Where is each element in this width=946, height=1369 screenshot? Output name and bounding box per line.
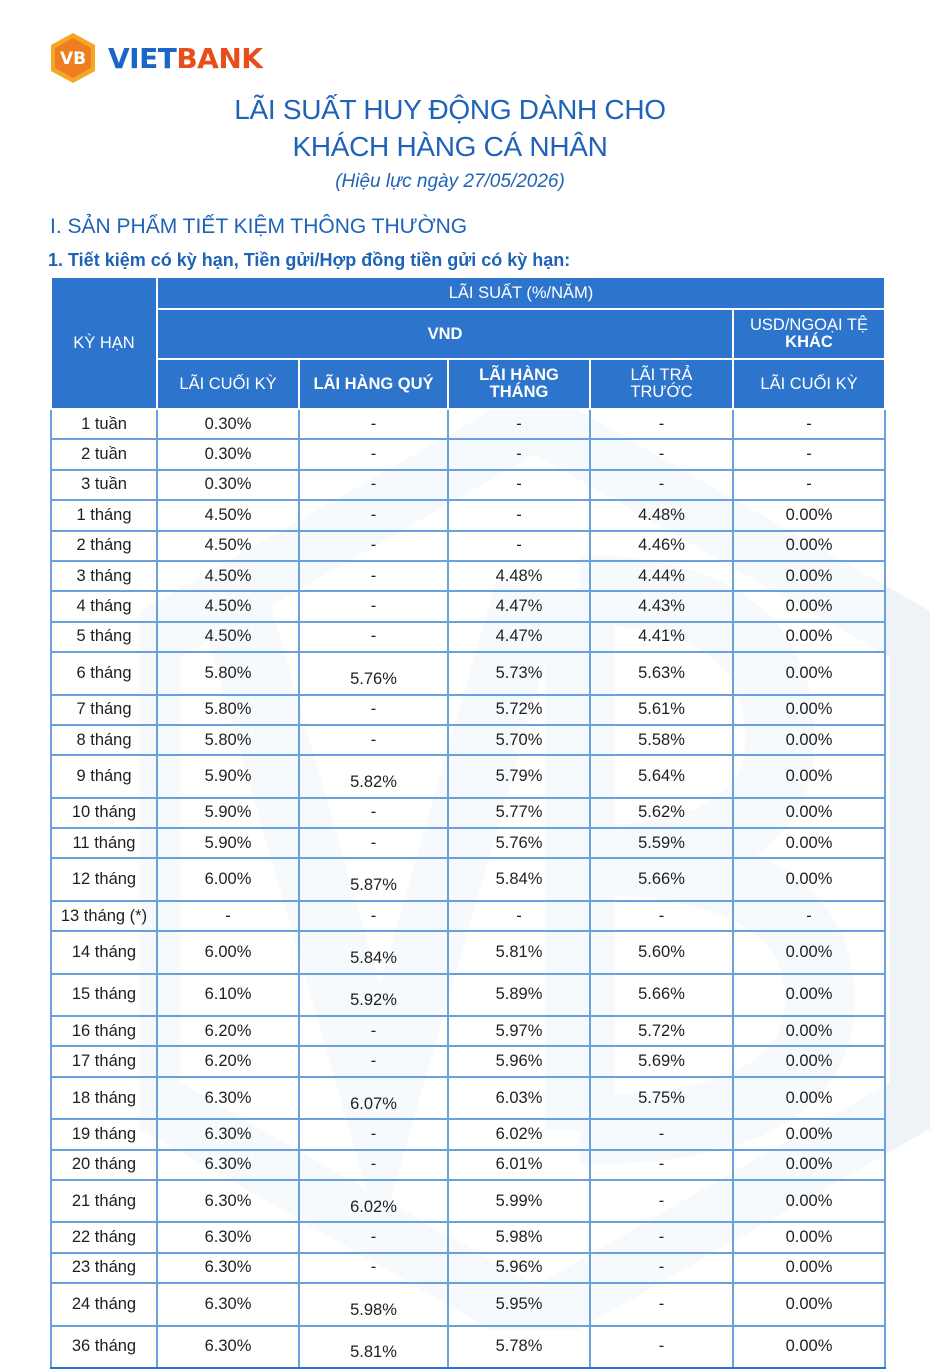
monthly-cell: 5.97% xyxy=(448,1016,590,1046)
quarterly-cell: - xyxy=(299,561,448,591)
term-cell: 17 tháng xyxy=(51,1046,157,1076)
end-of-term-cell: 6.00% xyxy=(157,858,299,900)
term-cell: 19 tháng xyxy=(51,1119,157,1149)
table-row xyxy=(51,798,885,828)
term-cell: 9 tháng xyxy=(51,755,157,797)
monthly-cell: 5.95% xyxy=(448,1283,590,1325)
interest-rate-table xyxy=(50,276,886,1369)
end-of-term-cell: 5.80% xyxy=(157,652,299,694)
term-cell: 22 tháng xyxy=(51,1222,157,1252)
usd-cell: 0.00% xyxy=(733,1077,885,1119)
table-row xyxy=(51,652,885,694)
quarterly-cell: - xyxy=(299,622,448,652)
end-of-term-header: LÃI CUỐI KỲ xyxy=(157,359,299,409)
usd-header xyxy=(733,309,885,359)
end-of-term-cell: 6.30% xyxy=(157,1150,299,1180)
end-of-term-cell: 0.30% xyxy=(157,470,299,500)
term-cell: 23 tháng xyxy=(51,1253,157,1283)
monthly-cell: 5.70% xyxy=(448,725,590,755)
monthly-cell: 5.79% xyxy=(448,755,590,797)
monthly-cell: - xyxy=(448,470,590,500)
usd-cell: 0.00% xyxy=(733,622,885,652)
table-row xyxy=(51,439,885,469)
usd-cell: - xyxy=(733,470,885,500)
monthly-cell: 5.99% xyxy=(448,1180,590,1222)
logo-initials: VB xyxy=(59,49,87,69)
table-row xyxy=(51,1180,885,1222)
term-cell: 18 tháng xyxy=(51,1077,157,1119)
end-of-term-cell: 6.30% xyxy=(157,1253,299,1283)
quarterly-cell: - xyxy=(299,1222,448,1252)
page-title-line1: LÃI SUẤT HUY ĐỘNG DÀNH CHO xyxy=(234,94,666,125)
prepaid-header xyxy=(590,359,733,409)
table-row xyxy=(51,725,885,755)
table-row xyxy=(51,755,885,797)
prepaid-cell: 5.75% xyxy=(590,1077,733,1119)
term-cell: 10 tháng xyxy=(51,798,157,828)
table-row xyxy=(51,531,885,561)
table-row xyxy=(51,409,885,439)
table-row xyxy=(51,1046,885,1076)
monthly-cell: 5.81% xyxy=(448,931,590,973)
term-cell: 2 tháng xyxy=(51,531,157,561)
term-cell: 2 tuần xyxy=(51,439,157,469)
prepaid-cell: - xyxy=(590,1222,733,1252)
quarterly-cell: - xyxy=(299,1016,448,1046)
term-cell: 3 tháng xyxy=(51,561,157,591)
term-cell: 13 tháng (*) xyxy=(51,901,157,931)
monthly-cell: - xyxy=(448,531,590,561)
quarterly-cell: - xyxy=(299,1119,448,1149)
monthly-cell: 5.84% xyxy=(448,858,590,900)
vietbank-logo xyxy=(48,30,262,86)
usd-cell: 0.00% xyxy=(733,828,885,858)
term-cell: 6 tháng xyxy=(51,652,157,694)
end-of-term-cell: 5.90% xyxy=(157,798,299,828)
prepaid-cell: 5.66% xyxy=(590,974,733,1016)
end-of-term-cell: 4.50% xyxy=(157,500,299,530)
prepaid-cell: 4.46% xyxy=(590,531,733,561)
prepaid-cell: 5.72% xyxy=(590,1016,733,1046)
monthly-cell: - xyxy=(448,439,590,469)
end-of-term-cell: 4.50% xyxy=(157,591,299,621)
usd-cell: 0.00% xyxy=(733,1016,885,1046)
term-cell: 8 tháng xyxy=(51,725,157,755)
term-cell: 11 tháng xyxy=(51,828,157,858)
quarterly-cell: 5.84% xyxy=(299,931,448,973)
quarterly-cell: 5.98% xyxy=(299,1283,448,1325)
prepaid-cell: - xyxy=(590,1119,733,1149)
prepaid-cell: 5.60% xyxy=(590,931,733,973)
usd-cell: 0.00% xyxy=(733,974,885,1016)
usd-cell: 0.00% xyxy=(733,561,885,591)
table-row xyxy=(51,561,885,591)
quarterly-cell: - xyxy=(299,695,448,725)
table-row xyxy=(51,1326,885,1368)
monthly-cell: 6.03% xyxy=(448,1077,590,1119)
vnd-header: VND xyxy=(157,309,733,359)
prepaid-cell: - xyxy=(590,1326,733,1368)
usd-cell: 0.00% xyxy=(733,725,885,755)
monthly-header-line1: LÃI HÀNG xyxy=(479,366,559,384)
quarterly-cell: 5.82% xyxy=(299,755,448,797)
end-of-term-cell: 6.30% xyxy=(157,1283,299,1325)
prepaid-cell: 5.59% xyxy=(590,828,733,858)
quarterly-cell: - xyxy=(299,798,448,828)
table-row xyxy=(51,1016,885,1046)
usd-cell: 0.00% xyxy=(733,531,885,561)
monthly-cell: - xyxy=(448,409,590,439)
term-cell: 21 tháng xyxy=(51,1180,157,1222)
prepaid-cell: - xyxy=(590,901,733,931)
monthly-cell: - xyxy=(448,901,590,931)
prepaid-cell: - xyxy=(590,470,733,500)
rate-table-body xyxy=(51,409,885,1368)
usd-cell: 0.00% xyxy=(733,500,885,530)
prepaid-cell: - xyxy=(590,1253,733,1283)
usd-cell: 0.00% xyxy=(733,652,885,694)
monthly-cell: 4.47% xyxy=(448,622,590,652)
prepaid-cell: 5.64% xyxy=(590,755,733,797)
section-heading: I. SẢN PHẨM TIẾT KIỆM THÔNG THƯỜNG xyxy=(50,215,468,238)
quarterly-cell: 5.81% xyxy=(299,1326,448,1368)
quarterly-cell: - xyxy=(299,500,448,530)
table-row xyxy=(51,470,885,500)
table-row xyxy=(51,1119,885,1149)
usd-cell: 0.00% xyxy=(733,755,885,797)
monthly-cell: 5.78% xyxy=(448,1326,590,1368)
end-of-term-cell: 6.00% xyxy=(157,931,299,973)
end-of-term-cell: 4.50% xyxy=(157,622,299,652)
usd-cell: 0.00% xyxy=(733,798,885,828)
usd-cell: 0.00% xyxy=(733,1222,885,1252)
table-row xyxy=(51,1150,885,1180)
vietbank-logo-icon xyxy=(48,31,98,85)
quarterly-cell: - xyxy=(299,828,448,858)
table-row xyxy=(51,591,885,621)
usd-cell: 0.00% xyxy=(733,1150,885,1180)
usd-cell: - xyxy=(733,409,885,439)
term-cell: 7 tháng xyxy=(51,695,157,725)
table-row xyxy=(51,1222,885,1252)
prepaid-cell: 4.44% xyxy=(590,561,733,591)
end-of-term-cell: 6.20% xyxy=(157,1046,299,1076)
prepaid-header-line1: LÃI TRẢ xyxy=(630,366,693,384)
end-of-term-cell: 4.50% xyxy=(157,561,299,591)
table-row xyxy=(51,858,885,900)
usd-cell: 0.00% xyxy=(733,695,885,725)
brand-name xyxy=(108,42,262,75)
quarterly-cell: 5.87% xyxy=(299,858,448,900)
prepaid-cell: 5.66% xyxy=(590,858,733,900)
usd-end-of-term-header: LÃI CUỐI KỲ xyxy=(733,359,885,409)
quarterly-cell: - xyxy=(299,901,448,931)
table-row xyxy=(51,1077,885,1119)
monthly-cell: 5.89% xyxy=(448,974,590,1016)
end-of-term-cell: 4.50% xyxy=(157,531,299,561)
term-cell: 5 tháng xyxy=(51,622,157,652)
usd-cell: 0.00% xyxy=(733,1283,885,1325)
term-cell: 3 tuần xyxy=(51,470,157,500)
quarterly-cell: - xyxy=(299,1150,448,1180)
end-of-term-cell: 5.90% xyxy=(157,828,299,858)
interest-rate-header: LÃI SUẤT (%/NĂM) xyxy=(157,277,885,309)
end-of-term-cell: 0.30% xyxy=(157,439,299,469)
term-cell: 4 tháng xyxy=(51,591,157,621)
page-title-line2: KHÁCH HÀNG CÁ NHÂN xyxy=(292,131,608,162)
table-row xyxy=(51,901,885,931)
usd-cell: 0.00% xyxy=(733,858,885,900)
monthly-cell: 5.98% xyxy=(448,1222,590,1252)
usd-cell: 0.00% xyxy=(733,591,885,621)
monthly-cell: 5.73% xyxy=(448,652,590,694)
usd-cell: - xyxy=(733,901,885,931)
monthly-cell: 6.01% xyxy=(448,1150,590,1180)
prepaid-header-line2: TRƯỚC xyxy=(630,383,693,401)
quarterly-cell: - xyxy=(299,470,448,500)
table-row xyxy=(51,828,885,858)
monthly-header-line2: THÁNG xyxy=(489,383,549,401)
monthly-cell: 4.47% xyxy=(448,591,590,621)
prepaid-cell: - xyxy=(590,1283,733,1325)
subsection-heading: 1. Tiết kiệm có kỳ hạn, Tiền gửi/Hợp đồng tiền gửi có kỳ hạn: xyxy=(48,250,571,270)
end-of-term-cell: 6.30% xyxy=(157,1222,299,1252)
table-row xyxy=(51,695,885,725)
end-of-term-cell: 5.90% xyxy=(157,755,299,797)
usd-cell: 0.00% xyxy=(733,1180,885,1222)
monthly-header xyxy=(448,359,590,409)
quarterly-cell: - xyxy=(299,1046,448,1076)
effective-date: (Hiệu lực ngày 27/05/2026) xyxy=(335,171,565,192)
prepaid-cell: - xyxy=(590,1180,733,1222)
usd-cell: 0.00% xyxy=(733,1119,885,1149)
quarterly-cell: 6.07% xyxy=(299,1077,448,1119)
quarterly-cell: - xyxy=(299,591,448,621)
prepaid-cell: - xyxy=(590,439,733,469)
quarterly-cell: 5.76% xyxy=(299,652,448,694)
monthly-cell: 5.96% xyxy=(448,1046,590,1076)
table-row xyxy=(51,622,885,652)
end-of-term-cell: 6.20% xyxy=(157,1016,299,1046)
brand-name-part2: BANK xyxy=(176,41,263,75)
quarterly-header: LÃI HÀNG QUÝ xyxy=(299,359,448,409)
end-of-term-cell: 6.30% xyxy=(157,1326,299,1368)
term-cell: 20 tháng xyxy=(51,1150,157,1180)
prepaid-cell: 5.62% xyxy=(590,798,733,828)
quarterly-cell: - xyxy=(299,409,448,439)
term-cell: 12 tháng xyxy=(51,858,157,900)
monthly-cell: 5.96% xyxy=(448,1253,590,1283)
end-of-term-cell: 6.30% xyxy=(157,1077,299,1119)
term-cell: 14 tháng xyxy=(51,931,157,973)
end-of-term-cell: - xyxy=(157,901,299,931)
usd-header-line1: USD/NGOẠI TỆ xyxy=(750,316,868,334)
prepaid-cell: - xyxy=(590,409,733,439)
quarterly-cell: - xyxy=(299,725,448,755)
prepaid-cell: 5.58% xyxy=(590,725,733,755)
monthly-cell: 5.76% xyxy=(448,828,590,858)
term-cell: 1 tuần xyxy=(51,409,157,439)
usd-header-line2: KHÁC xyxy=(785,333,833,351)
usd-cell: - xyxy=(733,439,885,469)
monthly-cell: - xyxy=(448,500,590,530)
prepaid-cell: 5.63% xyxy=(590,652,733,694)
end-of-term-cell: 6.30% xyxy=(157,1180,299,1222)
table-row xyxy=(51,974,885,1016)
quarterly-cell: 5.92% xyxy=(299,974,448,1016)
monthly-cell: 5.77% xyxy=(448,798,590,828)
term-cell: 1 tháng xyxy=(51,500,157,530)
term-header: KỲ HẠN xyxy=(51,277,157,409)
brand-name-part1: VIET xyxy=(108,41,177,75)
usd-cell: 0.00% xyxy=(733,1046,885,1076)
table-row xyxy=(51,1253,885,1283)
usd-cell: 0.00% xyxy=(733,1253,885,1283)
end-of-term-cell: 5.80% xyxy=(157,695,299,725)
end-of-term-cell: 6.10% xyxy=(157,974,299,1016)
prepaid-cell: - xyxy=(590,1150,733,1180)
quarterly-cell: - xyxy=(299,1253,448,1283)
term-cell: 15 tháng xyxy=(51,974,157,1016)
usd-cell: 0.00% xyxy=(733,931,885,973)
usd-cell: 0.00% xyxy=(733,1326,885,1368)
table-row xyxy=(51,1283,885,1325)
table-row xyxy=(51,931,885,973)
monthly-cell: 5.72% xyxy=(448,695,590,725)
table-row xyxy=(51,500,885,530)
prepaid-cell: 4.43% xyxy=(590,591,733,621)
quarterly-cell: - xyxy=(299,439,448,469)
term-cell: 16 tháng xyxy=(51,1016,157,1046)
prepaid-cell: 5.61% xyxy=(590,695,733,725)
prepaid-cell: 4.48% xyxy=(590,500,733,530)
prepaid-cell: 5.69% xyxy=(590,1046,733,1076)
prepaid-cell: 4.41% xyxy=(590,622,733,652)
monthly-cell: 6.02% xyxy=(448,1119,590,1149)
quarterly-cell: - xyxy=(299,531,448,561)
end-of-term-cell: 5.80% xyxy=(157,725,299,755)
monthly-cell: 4.48% xyxy=(448,561,590,591)
end-of-term-cell: 0.30% xyxy=(157,409,299,439)
quarterly-cell: 6.02% xyxy=(299,1180,448,1222)
end-of-term-cell: 6.30% xyxy=(157,1119,299,1149)
term-cell: 24 tháng xyxy=(51,1283,157,1325)
term-cell: 36 tháng xyxy=(51,1326,157,1368)
